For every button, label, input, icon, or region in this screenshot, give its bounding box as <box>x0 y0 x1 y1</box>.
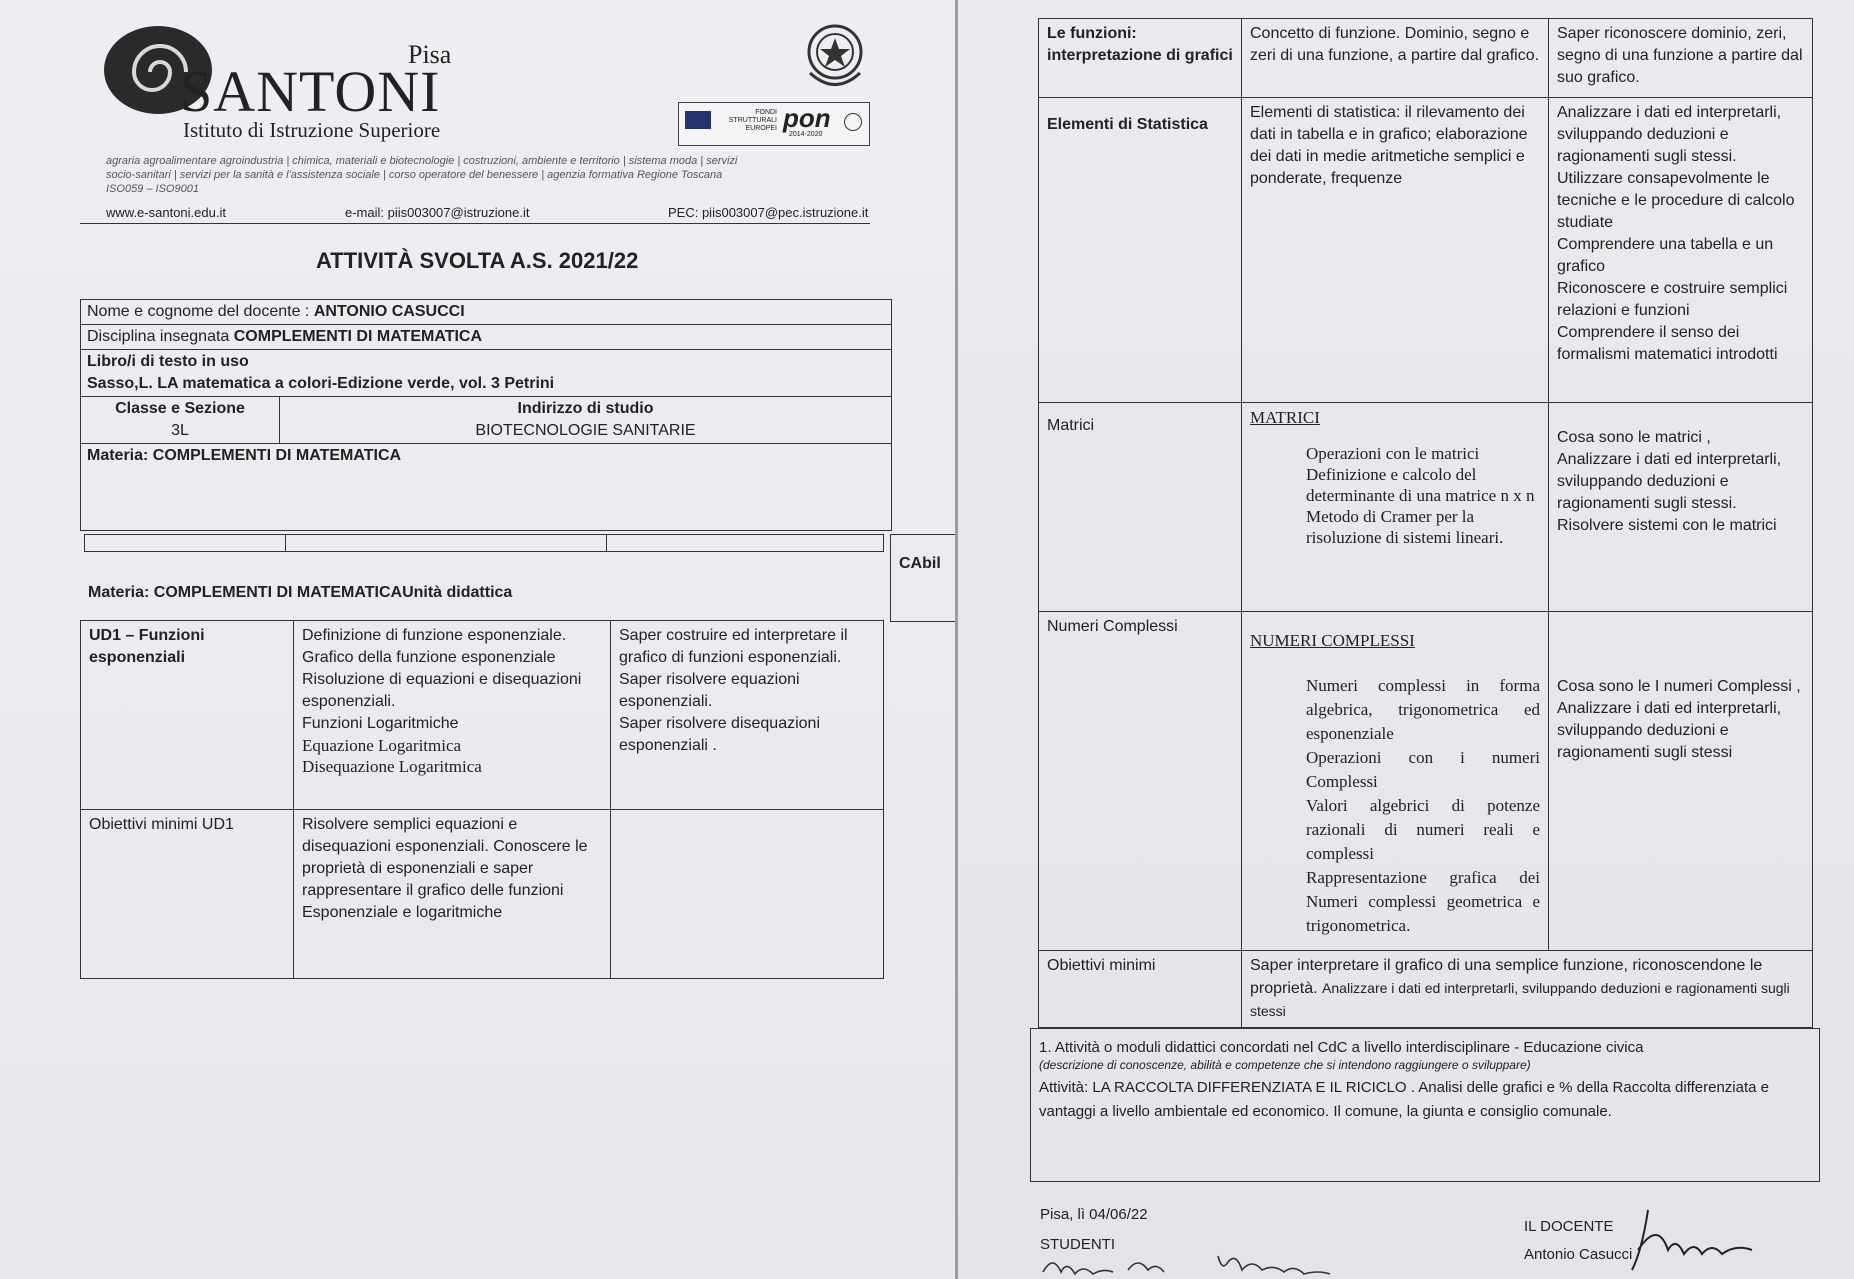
subject-value: COMPLEMENTI DI MATEMATICA <box>152 447 402 464</box>
discipline-label: Disciplina insegnata <box>87 328 234 345</box>
ud1-table <box>80 620 884 979</box>
complex-row <box>1039 612 1813 951</box>
side-fragment-cell <box>890 534 955 622</box>
discipline-row <box>81 325 892 350</box>
header-divider <box>80 223 870 224</box>
teacher-info-table <box>80 299 892 531</box>
subject-unit-label: Materia: COMPLEMENTI DI MATEMATICAUnità didattica <box>88 584 513 601</box>
functions-skills: Saper riconoscere dominio, zeri, segno di una funzione a partire dal suo grafico. <box>1557 25 1803 86</box>
teacher-row <box>81 300 892 325</box>
right-page <box>958 0 1854 1279</box>
min-objectives-text-a: Saper interpretare il grafico di una semplice funzione, riconoscendone le proprietà. <box>1250 957 1763 997</box>
students-signatures <box>1038 1250 1378 1279</box>
min-objectives-label: Obiettivi minimi <box>1047 957 1156 974</box>
program-table <box>1038 18 1813 1028</box>
subject-row <box>81 444 892 531</box>
functions-label: Le funzioni: interpretazione di grafici <box>1047 25 1233 64</box>
school-subtitle: Istituto di Istruzione Superiore <box>183 118 441 142</box>
sectors-line-2: socio-sanitari | servizi per la sanità e l'assistenza sociale | corso operatore del benessere | agenzia formativa Regione Toscana <box>106 169 723 181</box>
emblem-small-icon <box>844 113 862 131</box>
books-value: Sasso,L. LA matematica a colori-Edizione verde, vol. 3 Petrini <box>87 375 555 392</box>
teacher-signature <box>1608 1200 1768 1279</box>
ud1-min-label: Obiettivi minimi UD1 <box>89 816 234 833</box>
matrices-row <box>1039 403 1813 612</box>
subject-label: Materia: <box>87 447 153 464</box>
course-value: BIOTECNOLOGIE SANITARIE <box>475 422 696 439</box>
teacher-value: ANTONIO CASUCCI <box>313 303 465 320</box>
ud1-min-row <box>81 810 884 979</box>
functions-contents: Concetto di funzione. Dominio, segno e zeri di una funzione, a partire dal grafico. <box>1250 25 1540 64</box>
complex-contents: Numeri complessi in forma algebrica, trigonometrica ed esponenziale Operazioni con i numeri Complessi Valori algebrici di potenze razionali di numeri reali e complessi Rappresentazione grafica dei Numeri complessi geometrica e trigonometrica. <box>1306 676 1540 935</box>
website-link[interactable]: www.e-santoni.edu.it <box>106 205 226 220</box>
city-name: Pisa <box>408 40 452 69</box>
statistics-contents: Elementi di statistica: il rilevamento dei dati in tabella e in grafico; elaborazione dei dati in medie aritmetiche semplici e ponderate, frequenze <box>1250 104 1528 187</box>
document-title: ATTIVITÀ SVOLTA A.S. 2021/22 <box>316 248 639 273</box>
school-sectors <box>106 154 886 196</box>
ud1-skills: Saper costruire ed interpretare il grafico di funzioni esponenziali. Saper risolvere equazioni esponenziali. Saper risolvere disequazioni esponenziali . <box>619 627 848 754</box>
pon-banner <box>678 102 870 146</box>
min-objectives-row <box>1039 951 1813 1028</box>
books-label: Libro/i di testo in uso <box>87 353 249 370</box>
students-label: STUDENTI <box>1040 1236 1115 1253</box>
empty-row-table <box>84 534 884 552</box>
matrices-contents: Operazioni con le matrici Definizione e calcolo del determinante di una matrice n x n Metodo di Cramer per la risoluzione di sistemi lineari. <box>1306 444 1535 547</box>
civic-title: 1. Attività o moduli didattici concordati nel CdC a livello interdisciplinare - Educazione civica <box>1039 1039 1644 1056</box>
sectors-line-1: agraria agroalimentare agroindustria | chimica, materiali e biotecnologie | costruzioni, ambiente e territorio | sistema moda | servizi <box>106 155 738 167</box>
ud1-title: UD1 – Funzioni esponenziali <box>89 627 205 666</box>
italian-republic-emblem <box>800 18 870 93</box>
iso-cert: ISO059 – ISO9001 <box>106 183 199 195</box>
complex-heading: NUMERI COMPLESSI <box>1250 631 1415 650</box>
discipline-value: COMPLEMENTI DI MATEMATICA <box>233 328 483 345</box>
class-course-row <box>81 397 892 444</box>
school-name: SANTONI <box>180 59 441 124</box>
matrices-label: Matrici <box>1047 417 1095 434</box>
pon-funds-text: FONDI STRUTTURALI EUROPEI <box>728 109 777 132</box>
eu-flag-icon <box>685 111 711 129</box>
statistics-skills: Analizzare i dati ed interpretarli, sviluppando deduzioni e ragionamenti sugli stessi. Utilizzare consapevolmente le tecniche e le procedure di calcolo studiate Comprendere una tabella e un grafico Riconoscere e costruire semplici relazioni e funzioni Comprendere il senso dei formalismi matematici introdotti <box>1557 104 1795 363</box>
statistics-row <box>1039 98 1813 403</box>
ud1-min-text: Risolvere semplici equazioni e disequazioni esponenziali. Conoscere le proprietà di esponenziali e saper rappresentare il grafico delle funzioni Esponenziale e logaritmiche <box>302 816 588 921</box>
civic-education-box <box>1030 1028 1820 1182</box>
books-row <box>81 350 892 397</box>
ud1-row <box>81 621 884 810</box>
course-label: Indirizzo di studio <box>517 400 654 417</box>
complex-label: Numeri Complessi <box>1047 618 1178 635</box>
pon-logo: pon <box>783 103 831 133</box>
class-value: 3L <box>171 422 189 439</box>
civic-note: (descrizione di conoscenze, abilità e competenze che si intendono raggiungere o sviluppare) <box>1039 1058 1531 1072</box>
matrices-skills: Cosa sono le matrici , Analizzare i dati ed interpretarli, sviluppando deduzioni e ragionamenti sugli stessi. Risolvere sistemi con le matrici <box>1557 429 1782 534</box>
teacher-label: Nome e cognome del docente : <box>87 303 314 320</box>
place-date: Pisa, lì 04/06/22 <box>1040 1206 1148 1223</box>
ud1-contents-log: Equazione Logaritmica Disequazione Logaritmica <box>302 736 482 776</box>
matrices-heading: MATRICI <box>1250 408 1320 427</box>
email-link[interactable]: e-mail: piis003007@istruzione.it <box>345 205 530 220</box>
ud1-contents: Definizione di funzione esponenziale. Grafico della funzione esponenziale Risoluzione di equazioni e disequazioni esponenziali. Funzioni Logaritmiche <box>302 627 582 732</box>
min-objectives-text-b: Analizzare i dati ed interpretarli, sviluppando deduzioni e ragionamenti sugli stessi <box>1250 980 1790 1019</box>
civic-activity: Attività: LA RACCOLTA DIFFERENZIATA E IL RICICLO . Analisi delle grafici e % della Raccolta differenziata e vantaggi a livello ambientale ed economico. Il comune, la giunta e consiglio comunale. <box>1039 1079 1770 1120</box>
teacher-sign-label: IL DOCENTE <box>1524 1218 1614 1235</box>
side-fragment-text: CAbil <box>899 555 941 572</box>
complex-skills: Cosa sono le I numeri Complessi , Analizzare i dati ed interpretarli, sviluppando deduzioni e ragionamenti sugli stessi <box>1557 678 1801 761</box>
teacher-name: Antonio Casucci <box>1524 1246 1633 1263</box>
statistics-label: Elementi di Statistica <box>1047 116 1208 133</box>
pon-years: 2014-2020 <box>789 131 823 138</box>
pec-link[interactable]: PEC: piis003007@pec.istruzione.it <box>668 205 869 220</box>
functions-row <box>1039 19 1813 98</box>
class-label: Classe e Sezione <box>115 400 245 417</box>
